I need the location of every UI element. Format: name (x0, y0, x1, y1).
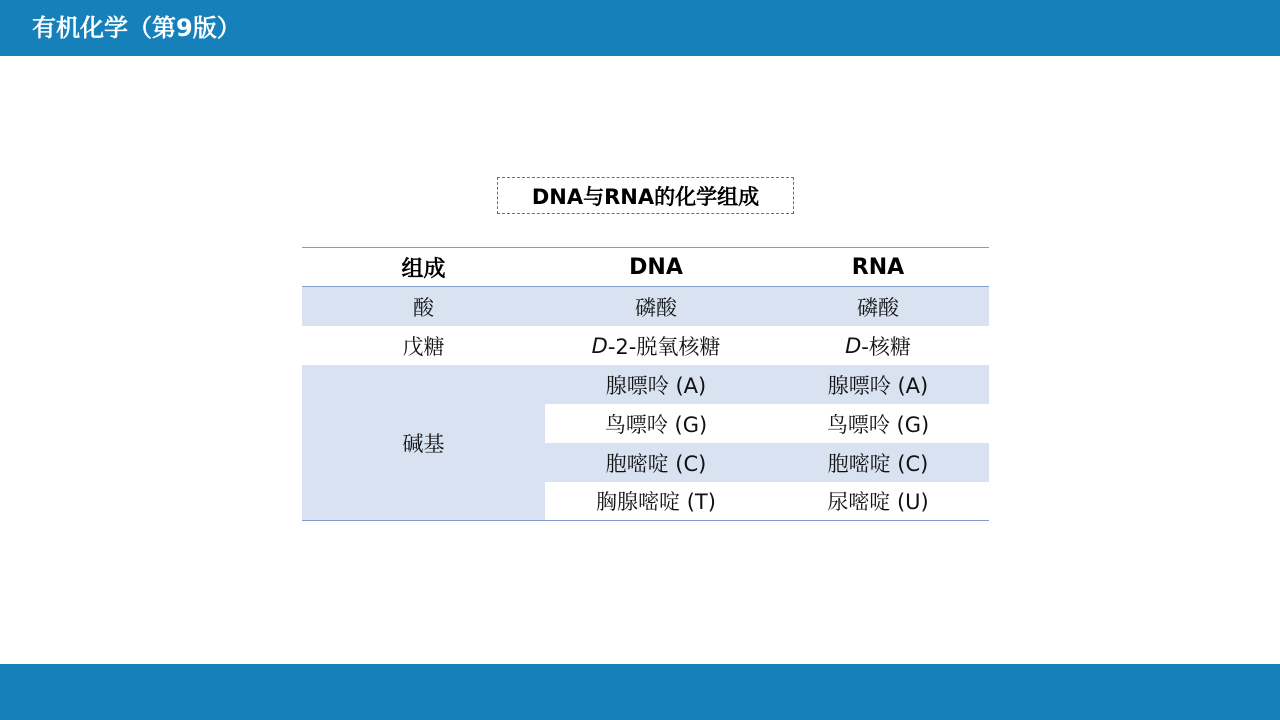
row-sugar-dna (545, 326, 767, 365)
row-acid-dna: 磷酸 (635, 295, 677, 320)
row-sugar-label: 戊糖 (402, 334, 445, 359)
d-prefix: D (845, 333, 862, 358)
base-rna-a: 腺嘌呤 (A) (827, 373, 929, 398)
sugar-rna-name: -核糖 (861, 334, 911, 359)
table-caption: DNA与RNA的化学组成 (531, 184, 760, 209)
base-dna-c: 胞嘧啶 (C) (605, 451, 707, 476)
footer-bar (0, 664, 1280, 720)
row-base-label: 碱基 (402, 432, 445, 456)
base-dna-a: 腺嘌呤 (A) (605, 373, 707, 398)
header-composition: 组成 (401, 256, 446, 282)
table-caption-box (497, 177, 794, 214)
page-title: 有机化学（第9版） (32, 14, 241, 42)
header-dna: DNA (629, 254, 683, 280)
row-sugar-rna (767, 326, 989, 365)
header-rna: RNA (851, 254, 905, 280)
base-rna-g: 鸟嘌呤 (G) (826, 412, 930, 437)
row-acid-label: 酸 (413, 295, 434, 320)
row-acid-rna: 磷酸 (857, 295, 899, 320)
base-dna-g: 鸟嘌呤 (G) (604, 412, 708, 437)
d-prefix: D (591, 333, 608, 358)
base-rna-c: 胞嘧啶 (C) (827, 451, 929, 476)
base-rna-u: 尿嘧啶 (U) (827, 490, 929, 514)
base-dna-t: 胸腺嘧啶 (T) (596, 490, 716, 514)
header-bar (0, 0, 1280, 56)
composition-table (302, 247, 989, 521)
sugar-dna-name: -2-脱氧核糖 (607, 334, 721, 359)
